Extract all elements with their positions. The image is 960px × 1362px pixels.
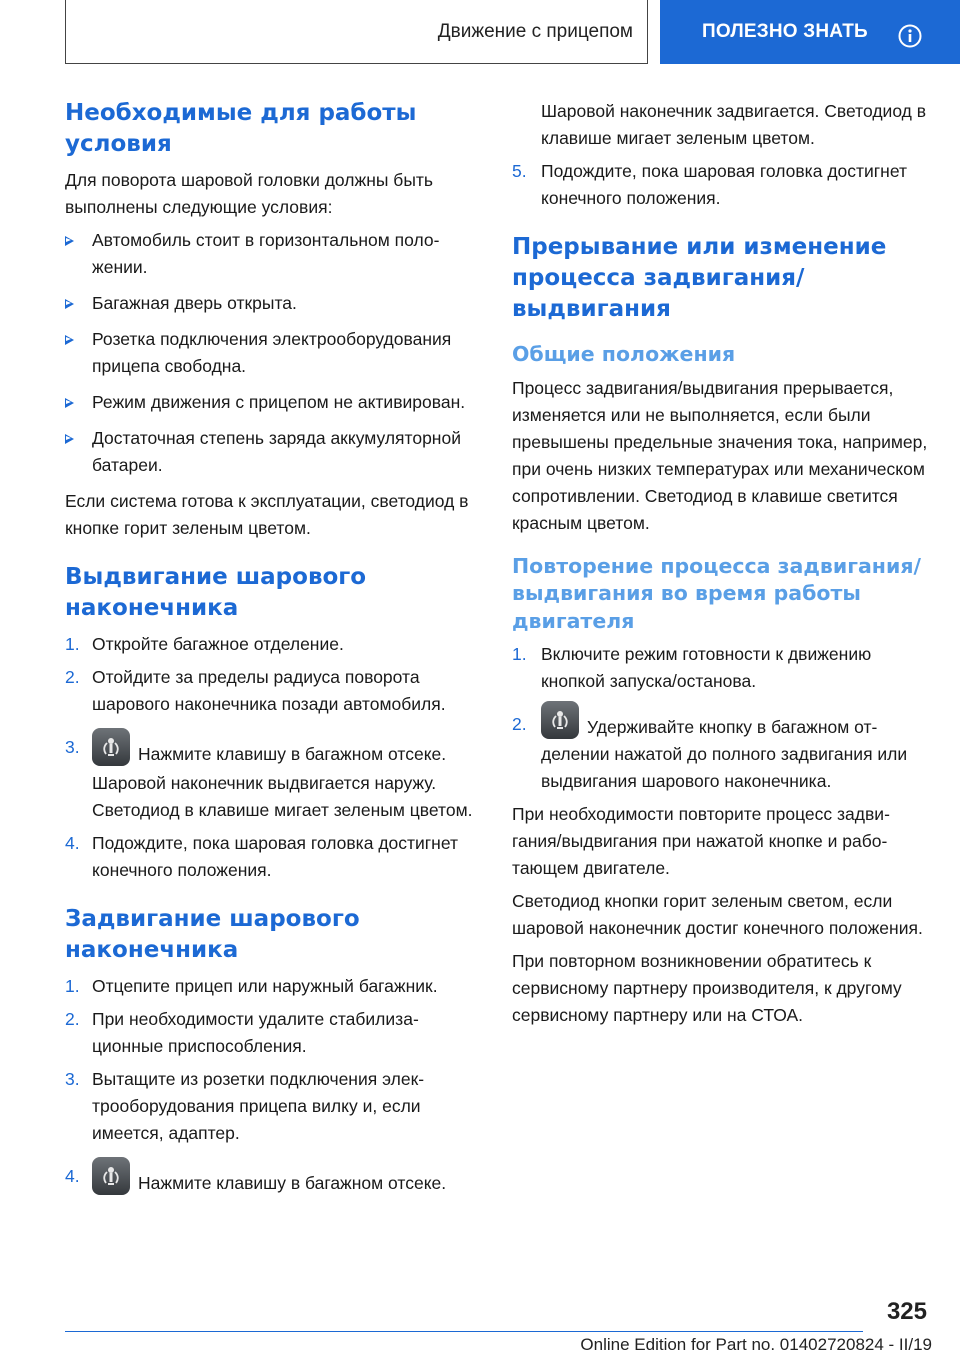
right-column bbox=[512, 98, 930, 1035]
retract-continued: Шаровой наконечник задвигается. Светодиод в клавише мигает зеленым цветом. bbox=[541, 101, 927, 148]
conditions-list bbox=[65, 227, 478, 479]
section-title: Движение с прицепом bbox=[437, 20, 633, 42]
led-note: Светодиод кнопки горит зеленым светом, если шаровой наконечник достиг конечного положения. bbox=[512, 891, 923, 938]
header-section-box bbox=[65, 0, 648, 64]
retract-steps-continued bbox=[512, 158, 930, 212]
heading-interruption: Прерывание или изменение процесса задвигания/ выдвигания bbox=[512, 234, 887, 322]
triangle-bullet-icon bbox=[65, 335, 74, 345]
service-note: При повторном возникновении обратитесь к сервисному партнеру производителя, к другому сервисному партнеру или на СТОА. bbox=[512, 951, 902, 1025]
heading-retract: Задвигание шарового наконечника bbox=[65, 906, 360, 963]
list-item: 2. При необходимости удалите стабилизационные приспособления. bbox=[65, 1009, 419, 1056]
left-column bbox=[65, 98, 478, 1203]
list-item: 3. Нажмите клавишу в багажном отсеке. Шаровой наконечник выдвигается наружу. Светодиод в клавише мигает зеленым цветом. bbox=[65, 724, 478, 824]
page-number: 325 bbox=[886, 1298, 927, 1325]
info-icon[interactable] bbox=[898, 24, 922, 48]
list-item: 3. Вытащите из розетки подключения электрооборудования прицепа вилку и, если имеется, адаптер. bbox=[65, 1069, 425, 1143]
chapter-title: ПОЛЕЗНО ЗНАТЬ bbox=[702, 21, 868, 42]
list-item: 1. Отцепите прицеп или наружный багажник. bbox=[65, 976, 438, 996]
heading-conditions: Необходимые для работы условия bbox=[65, 100, 417, 157]
triangle-bullet-icon bbox=[65, 398, 74, 408]
list-item: 4. Подождите, пока шаровая головка достигнет конечного положения. bbox=[65, 833, 459, 880]
heading-repeat: Повторение процесса задвигания/ выдвигания во время работы двигателя bbox=[512, 553, 921, 633]
triangle-bullet-icon bbox=[65, 434, 74, 444]
general-text: Процесс задвигания/выдвигания прерывается, изменяется или не выполняется, если были превышены предельные значения тока, например, при очень низких температурах или механическом сопротивлении. Светодиод в клавише светится красным цветом. bbox=[512, 377, 928, 533]
list-item: 5. Подождите, пока шаровая головка достигнет конечного положения. bbox=[512, 161, 908, 208]
edition-footer: Online Edition for Part no. 01402720824 - II/19 bbox=[580, 1335, 932, 1354]
list-item: 2. Удерживайте кнопку в багажном отделении нажатой до полного задвигания или выдвигания шарового наконечника. bbox=[512, 701, 930, 795]
list-item: 2. Отойдите за пределы радиуса поворота шарового наконечника позади автомобиля. bbox=[65, 667, 446, 714]
repeat-note: При необходимости повторите процесс задвигания/выдвигания при нажатой кнопке и работающем двигателе. bbox=[512, 804, 890, 878]
ready-note: Если система готова к эксплуатации, светодиод в кнопке горит зеленым цветом. bbox=[65, 491, 469, 538]
repeat-steps bbox=[512, 641, 930, 795]
tow-hitch-button-icon bbox=[541, 701, 579, 739]
tow-hitch-button-icon bbox=[92, 1157, 130, 1195]
tow-hitch-button-icon bbox=[92, 728, 130, 766]
triangle-bullet-icon bbox=[65, 299, 74, 309]
list-item: Режим движения с прицепом не активирован. bbox=[65, 389, 478, 416]
list-item: Багажная дверь открыта. bbox=[65, 290, 478, 317]
list-item: Достаточная степень заряда аккумуляторной батареи. bbox=[65, 425, 478, 479]
footer-divider bbox=[65, 1331, 863, 1332]
extend-steps bbox=[65, 631, 478, 884]
list-item: Автомобиль стоит в горизонтальном положении. bbox=[65, 227, 478, 281]
triangle-bullet-icon bbox=[65, 236, 74, 246]
list-item: 1. Включите режим готовности к движению кнопкой запуска/останова. bbox=[512, 644, 872, 691]
conditions-intro: Для поворота шаровой головки должны быть выполнены следующие условия: bbox=[65, 170, 434, 217]
list-item: 1. Откройте багажное отделение. bbox=[65, 634, 344, 654]
heading-extend: Выдвигание шарового наконечника bbox=[65, 564, 367, 621]
list-item: Розетка подключения электрооборудования прицепа свободна. bbox=[65, 326, 478, 380]
list-item: 4. Нажмите клавишу в багажном отсеке. bbox=[65, 1153, 478, 1197]
retract-steps bbox=[65, 973, 478, 1197]
heading-general: Общие положения bbox=[512, 342, 736, 366]
